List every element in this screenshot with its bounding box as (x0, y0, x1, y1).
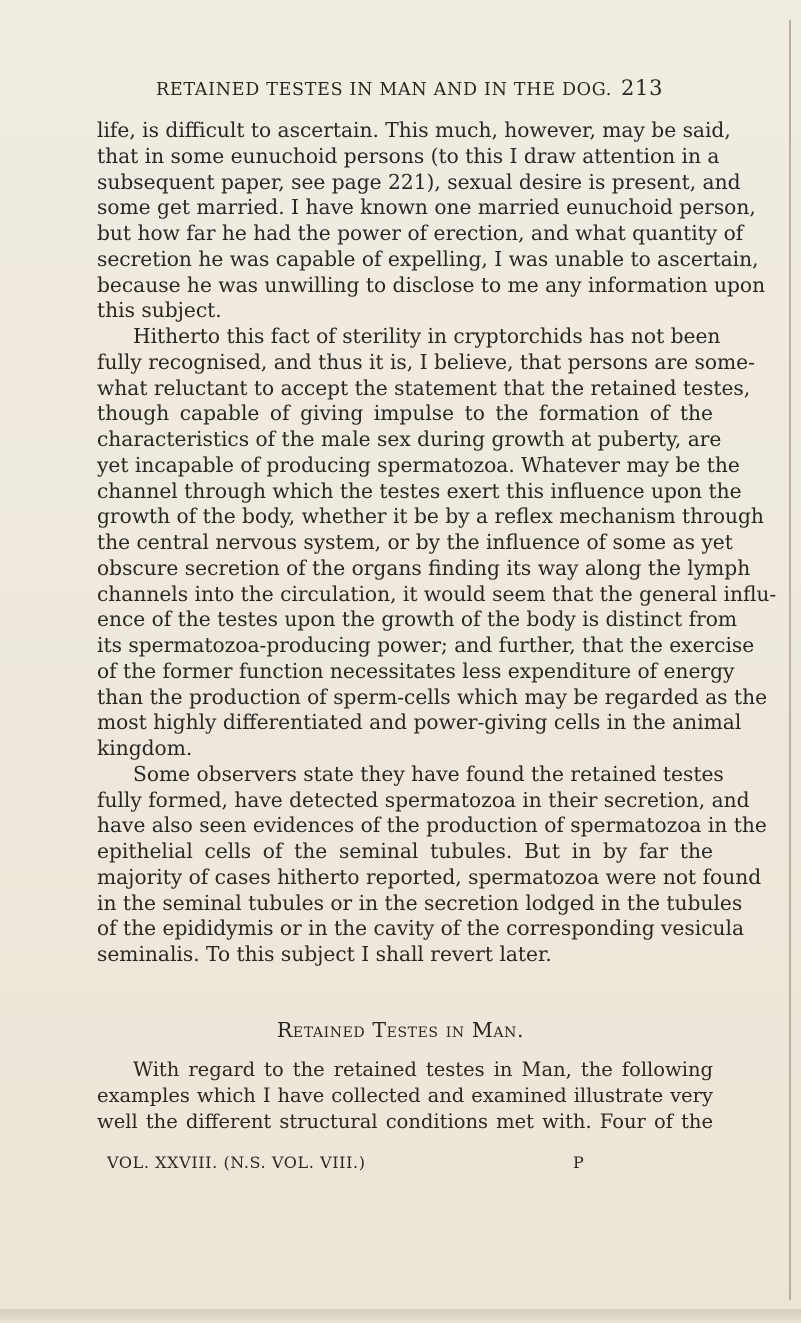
page-edge-line (789, 20, 791, 1300)
text-line: the central nervous system, or by the influence of some as yet (97, 530, 733, 554)
text-line: seminalis. To this subject I shall revert later. (97, 942, 552, 966)
page-number: 213 (621, 76, 664, 100)
text-line: channel through which the testes exert this influence upon the (97, 478, 742, 503)
running-title: RETAINED TESTES IN MAN AND IN THE DOG. (156, 80, 613, 100)
text-line: its spermatozoa-producing power; and further, that the exercise (97, 633, 755, 657)
paragraph-3 (97, 761, 767, 968)
volume-line: VOL. XXVIII. (N.S. VOL. VIII.) (107, 1153, 366, 1172)
text-line: subsequent paper, see page 221), sexual desire is present, and (97, 169, 741, 194)
text-line: though capable of giving impulse to the formation of the (97, 401, 713, 426)
signature-mark: P (573, 1153, 585, 1172)
text-line: some get married. I have known one married eunuchoid person, (97, 195, 756, 220)
text-line: that in some eunuchoid persons (to this I draw attention in a (97, 143, 720, 168)
text-line: characteristics of the male sex during growth at puberty, are (97, 427, 722, 451)
section-heading-text: Retained Testes in Man. (276, 1018, 525, 1042)
text-line: of the former function necessitates less expenditure of energy (97, 658, 735, 683)
text-line: well the different structural conditions met with. Four of the (97, 1109, 713, 1133)
text-line: than the production of sperm-cells which may be regarded as the (97, 684, 768, 709)
text-line: but how far he had the power of erection, and what quantity of (97, 221, 744, 245)
text-line: what reluctant to accept the statement that the retained testes, (97, 375, 751, 400)
text-line: in the seminal tubules or in the secretion lodged in the tubules (97, 890, 743, 915)
text-line: channels into the circulation, it would seem that the general influ- (97, 581, 777, 606)
text-line: secretion he was capable of expelling, I was unable to ascertain, (97, 246, 759, 271)
text-line: life, is difficult to ascertain. This much, however, may be said, (97, 118, 731, 142)
text-line: fully recognised, and thus it is, I believe, that persons are some- (97, 349, 755, 374)
section-heading (0, 1018, 801, 1042)
page-bottom-edge (0, 1309, 801, 1323)
body-text-continued (97, 1057, 713, 1134)
paragraph-2 (97, 324, 777, 762)
body-text (97, 118, 777, 968)
text-line: ence of the testes upon the growth of the body is distinct from (97, 607, 738, 632)
text-line: Some observers state they have found the retained testes (133, 761, 724, 786)
paragraph-1 (97, 118, 766, 324)
text-line: yet incapable of producing spermatozoa. Whatever may be the (97, 452, 740, 477)
text-line: have also seen evidences of the production of spermatozoa in the (97, 813, 767, 838)
text-line: examples which I have collected and examined illustrate very (97, 1083, 713, 1107)
page-footer (107, 1153, 707, 1172)
text-line: because he was unwilling to disclose to me any information upon (97, 272, 766, 297)
text-line: of the epididymis or in the cavity of the corresponding vesicula (97, 916, 744, 941)
text-line: fully formed, have detected spermatozoa in their secretion, and (97, 787, 750, 812)
text-line: growth of the body, whether it be by a reflex mechanism through (97, 504, 764, 529)
text-line: Hitherto this fact of sterility in cryptorchids has not been (133, 324, 721, 348)
text-line: most highly differentiated and power-giving cells in the animal (97, 710, 742, 735)
text-line: epithelial cells of the seminal tubules. But in by far the (97, 839, 713, 863)
text-line: majority of cases hitherto reported, spermatozoa were not found (97, 864, 762, 889)
text-line: obscure secretion of the organs finding its way along the lymph (97, 555, 751, 580)
paragraph-4 (97, 1057, 713, 1134)
text-line: kingdom. (97, 736, 193, 760)
text-line: With regard to the retained testes in Man, the following (133, 1058, 713, 1081)
text-line: this subject. (97, 298, 222, 323)
